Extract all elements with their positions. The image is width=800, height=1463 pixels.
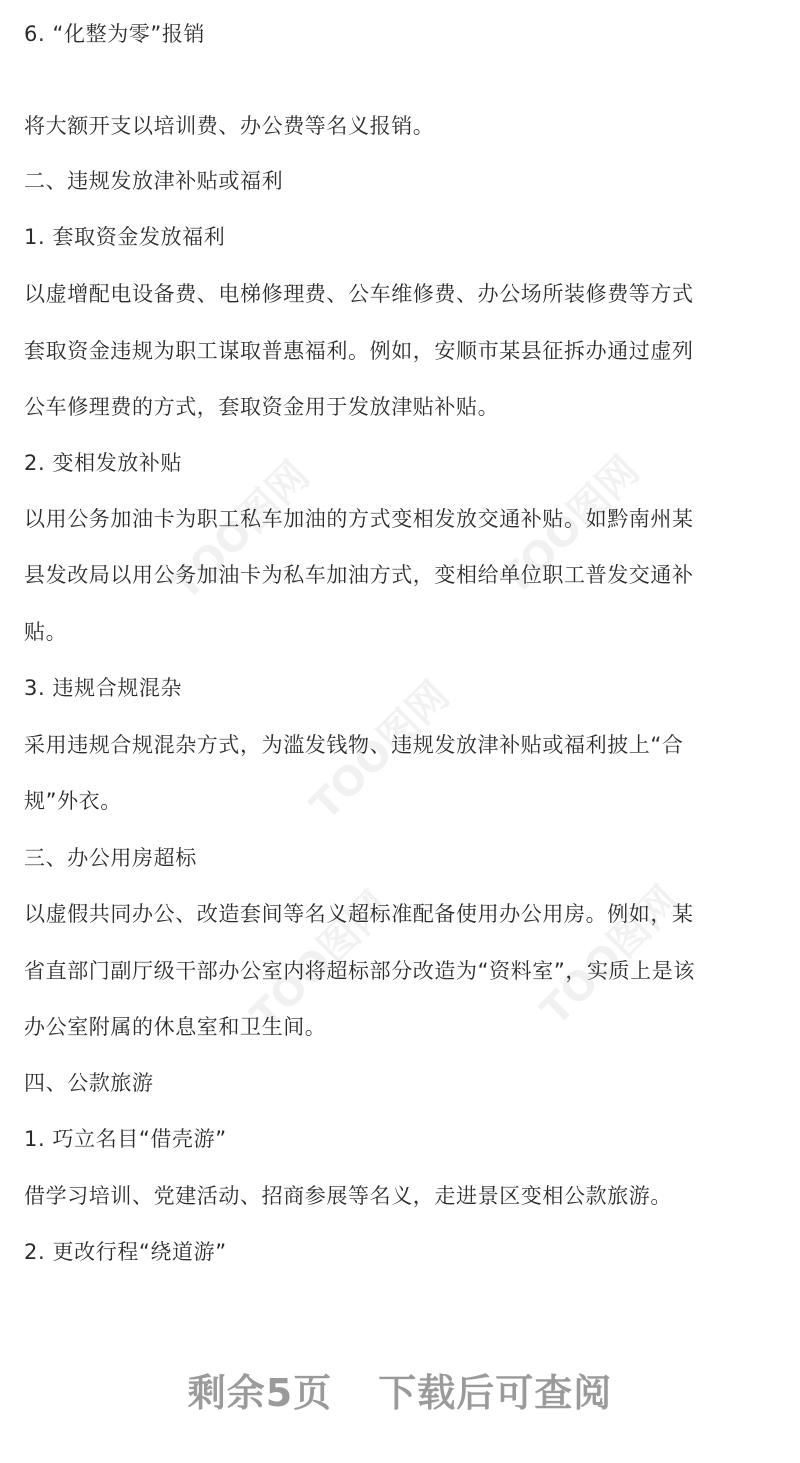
section-heading: 三、办公用房超标 — [24, 846, 197, 870]
paragraph-line: 采用违规合规混杂方式，为滥发钱物、违规发放津补贴或福利披上“合 — [24, 733, 684, 757]
paragraph-line: 套取资金违规为职工谋取普惠福利。例如，安顺市某县征拆办通过虚列 — [24, 339, 694, 363]
watermark: TOO图网 — [531, 877, 689, 1035]
section-heading: 二、违规发放津补贴或福利 — [24, 169, 284, 193]
paragraph-line: 贴。 — [24, 620, 68, 644]
paragraph-line: 以虚假共同办公、改造套间等名义超标准配备使用办公用房。例如，某 — [24, 902, 694, 926]
download-to-view-text: 下载后可查阅 — [378, 1371, 613, 1415]
subsection-heading: 3. 违规合规混杂 — [24, 676, 183, 700]
paragraph-line: 县发改局以用公务加油卡为私车加油方式，变相给单位职工普发交通补 — [24, 563, 694, 587]
remaining-pages-text: 剩余5页 — [187, 1371, 333, 1415]
paragraph-line: 将大额开支以培训费、办公费等名义报销。 — [24, 114, 435, 138]
subsection-heading: 2. 更改行程“绕道游” — [24, 1240, 227, 1264]
paragraph-line: 公车修理费的方式，套取资金用于发放津贴补贴。 — [24, 395, 500, 419]
paragraph-line: 以虚增配电设备费、电梯修理费、公车维修费、办公场所装修费等方式 — [24, 282, 694, 306]
paragraph-line: 规”外衣。 — [24, 789, 122, 813]
paragraph-line: 办公室附属的休息室和卫生间。 — [24, 1015, 327, 1039]
download-prompt[interactable] — [0, 1362, 800, 1417]
watermark: TOO图网 — [301, 672, 459, 830]
subsection-heading: 2. 变相发放补贴 — [24, 451, 183, 475]
subsection-heading: 1. 巧立名目“借壳游” — [24, 1127, 227, 1151]
watermark: TOO图网 — [161, 452, 319, 610]
subsection-heading: 1. 套取资金发放福利 — [24, 225, 226, 249]
paragraph-line: 借学习培训、党建活动、招商参展等名义，走进景区变相公款旅游。 — [24, 1184, 672, 1208]
watermark: TOO图网 — [241, 882, 399, 1040]
section-heading: 6. “化整为零”报销 — [24, 22, 206, 46]
paragraph-line: 省直部门副厅级干部办公室内将超标部分改造为“资料室”，实质上是该 — [24, 959, 695, 983]
watermark: TOO图网 — [491, 447, 649, 605]
section-heading: 四、公款旅游 — [24, 1071, 154, 1095]
paragraph-line: 以用公务加油卡为职工私车加油的方式变相发放交通补贴。如黔南州某 — [24, 507, 694, 531]
